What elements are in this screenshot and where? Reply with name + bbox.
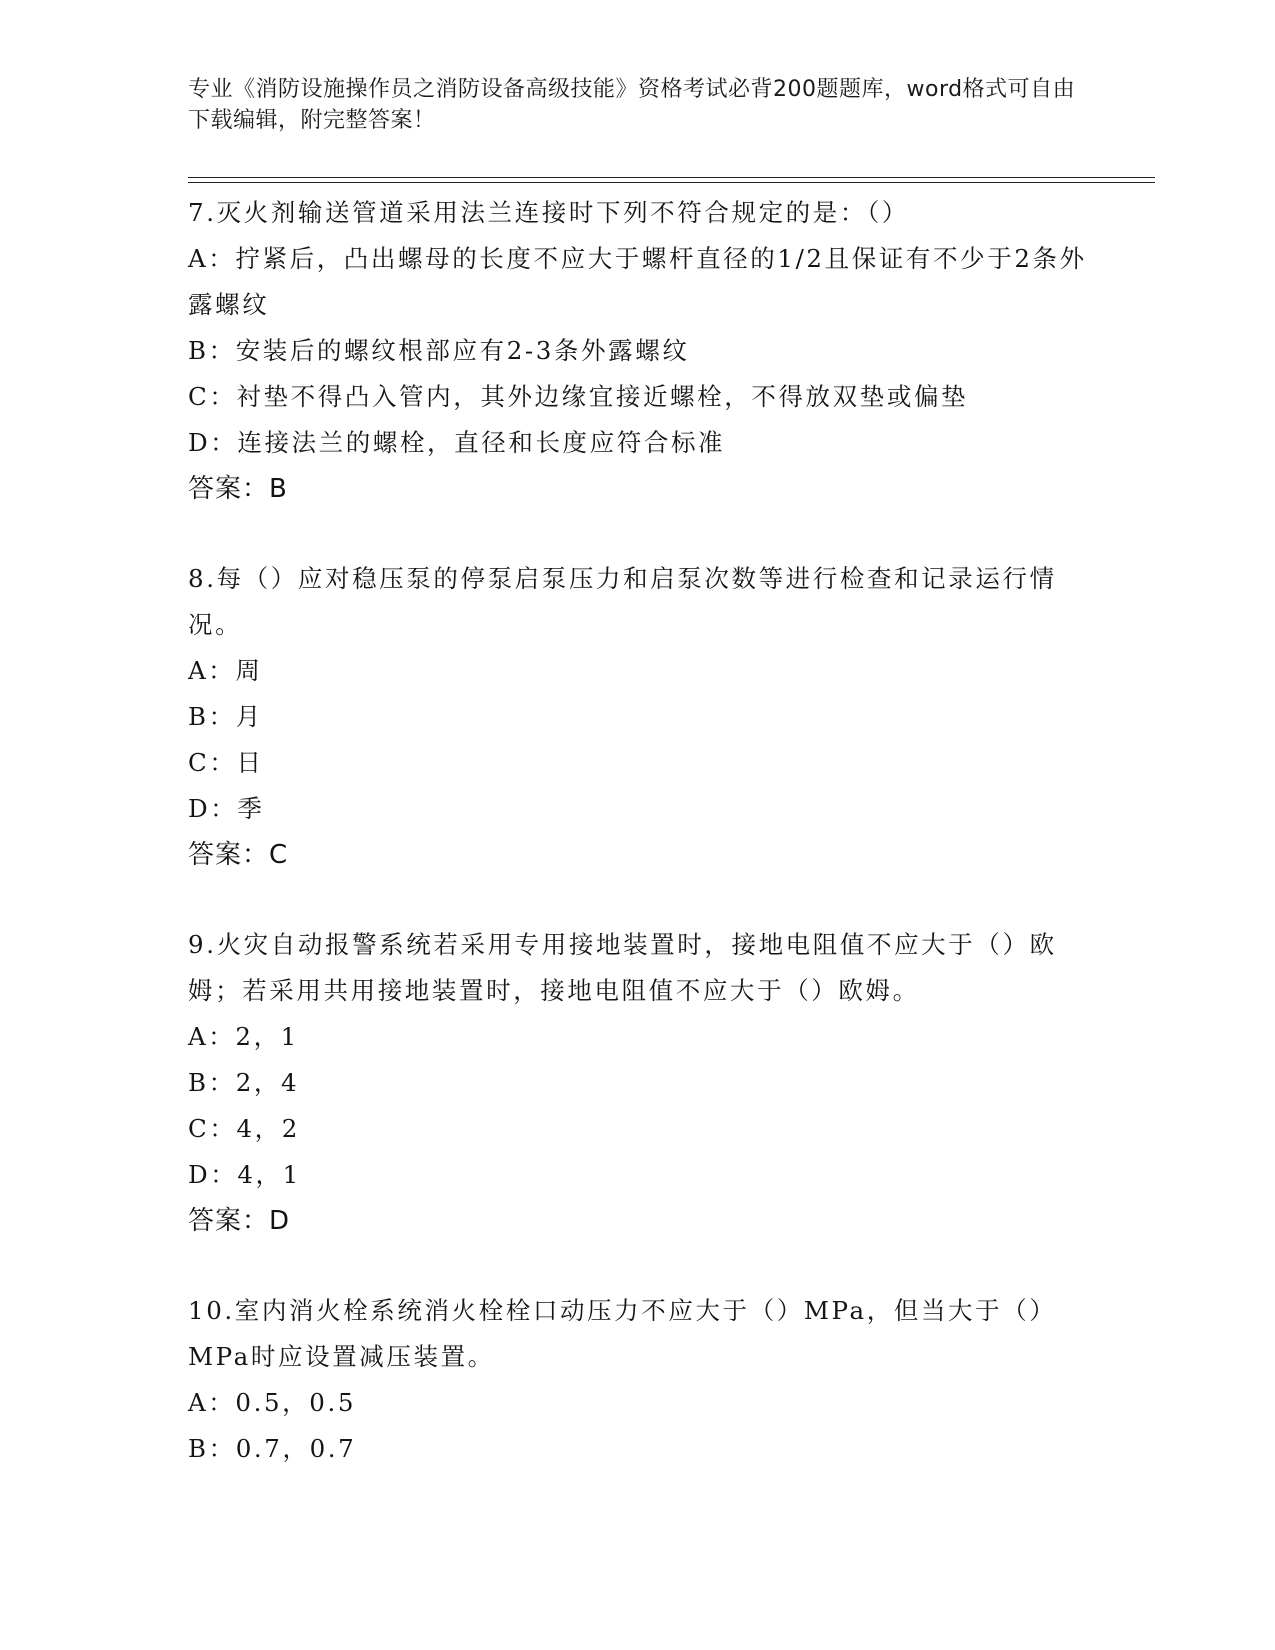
option-d: D：连接法兰的螺栓，直径和长度应符合标准	[188, 428, 726, 457]
question-10	[188, 1288, 1088, 1472]
document-header: 专业《消防设施操作员之消防设备高级技能》资格考试必背200题题库，word格式可自由下载编辑，附完整答案！	[188, 77, 1076, 133]
option-d: D：4，1	[188, 1160, 301, 1189]
option-b: B：安装后的螺纹根部应有2-3条外露螺纹	[188, 336, 690, 365]
option-b: B：月	[188, 702, 263, 731]
question-stem: 10.室内消火栓系统消火栓栓口动压力不应大于（）MPa，但当大于（）MPa时应设置减压装置。	[188, 1296, 1057, 1371]
answer-label: 答案：D	[188, 1206, 291, 1236]
question-stem: 7.灭火剂输送管道采用法兰连接时下列不符合规定的是：（）	[188, 198, 909, 227]
option-c: C：衬垫不得凸入管内，其外边缘宜接近螺栓，不得放双垫或偏垫	[188, 382, 969, 411]
question-stem: 8.每（）应对稳压泵的停泵启泵压力和启泵次数等进行检查和记录运行情况。	[188, 564, 1057, 639]
option-a: A：0.5，0.5	[188, 1388, 357, 1417]
option-a: A：2，1	[188, 1022, 299, 1051]
answer-label: 答案：C	[188, 840, 289, 870]
question-9	[188, 922, 1088, 1244]
option-a: A：拧紧后，凸出螺母的长度不应大于螺杆直径的1/2且保证有不少于2条外露螺纹	[188, 244, 1087, 319]
header-divider-top	[188, 177, 1155, 178]
question-stem: 9.火灾自动报警系统若采用专用接地装置时，接地电阻值不应大于（）欧姆；若采用共用接地装置时，接地电阻值不应大于（）欧姆。	[188, 930, 1057, 1005]
option-a: A：周	[188, 656, 263, 685]
question-8	[188, 556, 1088, 878]
answer-label: 答案：B	[188, 474, 288, 504]
option-c: C：日	[188, 748, 264, 777]
header-divider-bottom	[188, 182, 1155, 183]
question-7	[188, 190, 1088, 512]
option-b: B：2，4	[188, 1068, 300, 1097]
option-c: C：4，2	[188, 1114, 300, 1143]
option-d: D：季	[188, 794, 265, 823]
question-list	[188, 190, 1088, 1516]
option-b: B：0.7，0.7	[188, 1434, 357, 1463]
